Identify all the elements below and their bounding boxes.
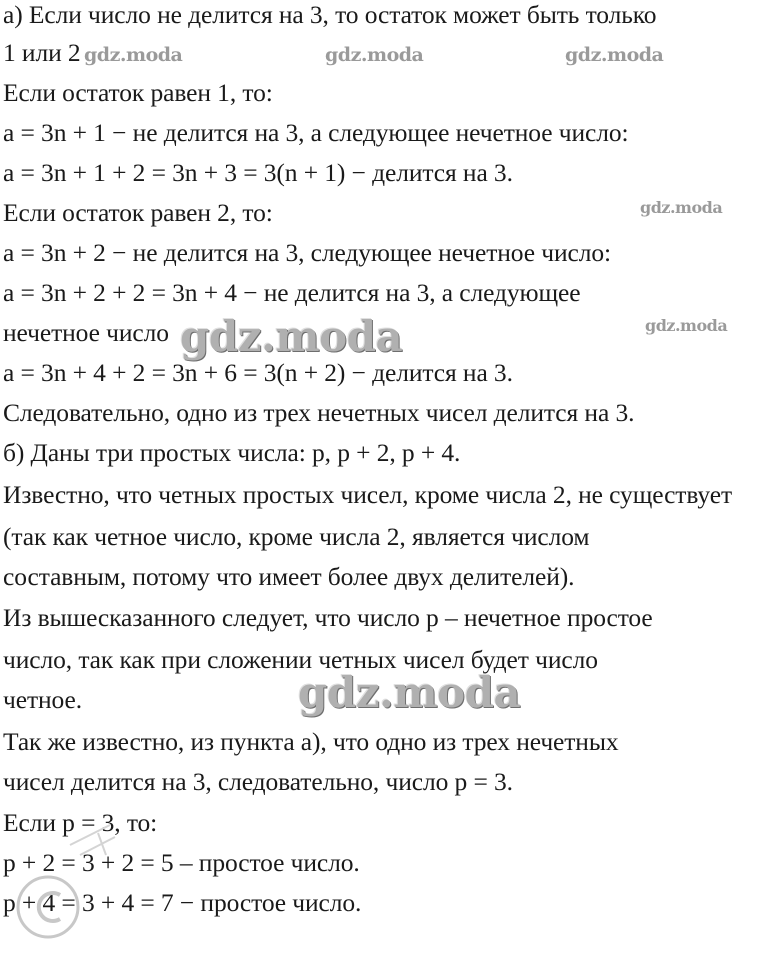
text-line: четное. [3,685,82,714]
text-line: (так как четное число, кроме числа 2, является числом [3,522,590,551]
copyright-stamp-icon [10,815,120,945]
text-line: a = 3n + 4 + 2 = 3n + 6 = 3(n + 2) − делится на 3. [3,358,513,387]
text-line: a = 3n + 2 + 2 = 3n + 4 − не делится на 3, а следующее [3,278,581,307]
text-line: Если остаток равен 2, то: [3,198,273,227]
watermark: gdz.moda [645,316,728,335]
text-line: б) Даны три простых числа: p, p + 2, p + 4. [3,438,461,467]
text-line: a = 3n + 1 + 2 = 3n + 3 = 3(n + 1) − делится на 3. [3,158,513,187]
watermark: gdz.moda [640,198,723,217]
text-line: p + 2 = 3 + 2 = 5 – простое число. [3,848,360,877]
watermark-large: gdz.moda [180,312,403,361]
text-line: Известно, что четных простых чисел, кроме числа 2, не существует [3,480,732,509]
text-line: чисел делится на 3, следовательно, число p = 3. [3,767,513,796]
text-line: a = 3n + 1 − не делится на 3, а следующее нечетное число: [3,118,629,147]
watermark: gdz.moda [84,44,183,66]
text-line: Если остаток равен 1, то: [3,78,273,107]
watermark-large: gdz.moda [298,668,521,717]
text-line: составным, потому что имеет более двух делителей). [3,562,575,591]
text-line: Если p = 3, то: [3,808,158,837]
text-line: 1 или 2 [3,38,81,67]
text-line: p + 4 = 3 + 4 = 7 − простое число. [3,888,362,917]
text-line: нечетное число [3,318,169,347]
watermark: gdz.moda [565,44,664,66]
text-line: a = 3n + 2 − не делится на 3, следующее нечетное число: [3,238,611,267]
watermark: gdz.moda [325,44,424,66]
text-line: число, так как при сложении четных чисел будет число [3,645,598,674]
text-line: а) Если число не делится на 3, то остаток может быть только [3,0,657,29]
text-line: Следовательно, одно из трех нечетных чисел делится на 3. [3,398,635,427]
text-line: Из вышесказанного следует, что число p – нечетное простое [3,603,653,632]
text-line: Так же известно, из пункта а), что одно из трех нечетных [3,727,619,756]
